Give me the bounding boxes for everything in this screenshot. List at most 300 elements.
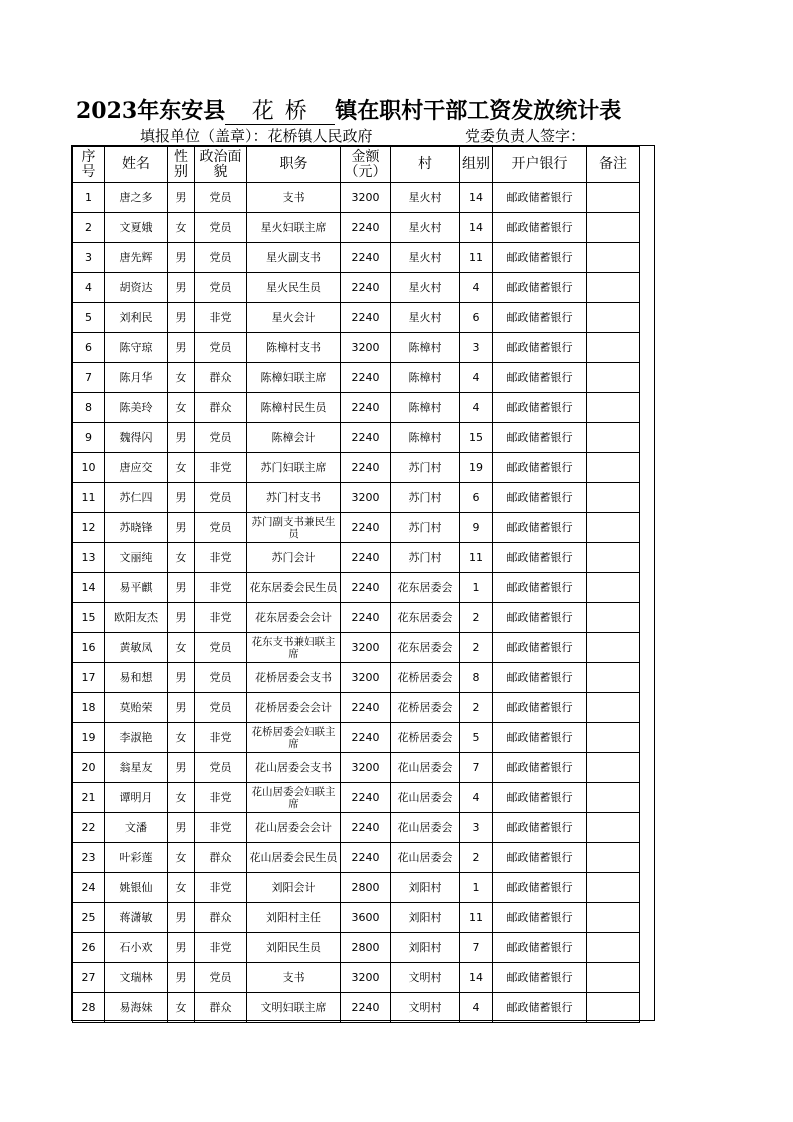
bank-cell: 邮政储蓄银行	[493, 813, 587, 843]
serial-cell: 6	[73, 333, 105, 363]
amount-cell: 2240	[341, 513, 391, 543]
amount-cell: 2240	[341, 693, 391, 723]
remarks-cell	[587, 333, 640, 363]
name-cell: 黄敏凤	[105, 633, 168, 663]
serial-cell: 13	[73, 543, 105, 573]
reporting-unit: 填报单位（盖章）：花桥镇人民政府	[140, 127, 373, 145]
bank-cell: 邮政储蓄银行	[493, 303, 587, 333]
political-status-cell: 非党	[195, 813, 247, 843]
position-cell: 星火副支书	[247, 243, 341, 273]
bank-cell: 邮政储蓄银行	[493, 453, 587, 483]
remarks-cell	[587, 513, 640, 543]
bank-cell: 邮政储蓄银行	[493, 483, 587, 513]
amount-cell: 2800	[341, 873, 391, 903]
col-village-header: 村	[391, 147, 460, 183]
gender-cell: 女	[168, 993, 195, 1023]
name-cell: 文夏娥	[105, 213, 168, 243]
gender-cell: 女	[168, 543, 195, 573]
village-cell: 陈樟村	[391, 393, 460, 423]
serial-cell: 26	[73, 933, 105, 963]
position-cell: 花山居委会妇联主席	[247, 783, 341, 813]
remarks-cell	[587, 393, 640, 423]
name-cell: 刘利民	[105, 303, 168, 333]
name-cell: 陈守琼	[105, 333, 168, 363]
table-row	[73, 333, 640, 363]
name-cell: 陈美玲	[105, 393, 168, 423]
group-cell: 2	[460, 603, 493, 633]
village-cell: 花东居委会	[391, 603, 460, 633]
political-status-cell: 党员	[195, 753, 247, 783]
name-cell: 莫贻荣	[105, 693, 168, 723]
gender-cell: 女	[168, 453, 195, 483]
position-cell: 陈樟会计	[247, 423, 341, 453]
village-cell: 星火村	[391, 213, 460, 243]
bank-cell: 邮政储蓄银行	[493, 183, 587, 213]
remarks-cell	[587, 543, 640, 573]
political-status-cell: 非党	[195, 933, 247, 963]
gender-cell: 男	[168, 333, 195, 363]
position-cell: 苏门村支书	[247, 483, 341, 513]
position-cell: 苏门会计	[247, 543, 341, 573]
group-cell: 5	[460, 723, 493, 753]
serial-cell: 11	[73, 483, 105, 513]
position-cell: 刘阳村主任	[247, 903, 341, 933]
village-cell: 星火村	[391, 273, 460, 303]
table-row	[73, 573, 640, 603]
bank-cell: 邮政储蓄银行	[493, 963, 587, 993]
name-cell: 易平麒	[105, 573, 168, 603]
table-row	[73, 213, 640, 243]
position-cell: 陈樟村民生员	[247, 393, 341, 423]
bank-cell: 邮政储蓄银行	[493, 723, 587, 753]
political-status-cell: 非党	[195, 603, 247, 633]
table-row	[73, 243, 640, 273]
political-status-cell: 党员	[195, 663, 247, 693]
serial-cell: 19	[73, 723, 105, 753]
remarks-cell	[587, 903, 640, 933]
amount-cell: 2800	[341, 933, 391, 963]
amount-cell: 2240	[341, 243, 391, 273]
position-cell: 苏门副支书兼民生员	[247, 513, 341, 543]
amount-cell: 2240	[341, 423, 391, 453]
position-cell: 刘阳民生员	[247, 933, 341, 963]
village-cell: 文明村	[391, 993, 460, 1023]
name-cell: 唐先辉	[105, 243, 168, 273]
amount-cell: 3200	[341, 483, 391, 513]
political-status-cell: 党员	[195, 273, 247, 303]
political-status-cell: 党员	[195, 243, 247, 273]
bank-cell: 邮政储蓄银行	[493, 693, 587, 723]
amount-cell: 2240	[341, 213, 391, 243]
serial-cell: 10	[73, 453, 105, 483]
political-status-cell: 党员	[195, 963, 247, 993]
political-status-cell: 非党	[195, 783, 247, 813]
remarks-cell	[587, 423, 640, 453]
col-amount-header: 金额 （元）	[341, 147, 391, 183]
serial-cell: 17	[73, 663, 105, 693]
gender-cell: 男	[168, 513, 195, 543]
position-cell: 刘阳会计	[247, 873, 341, 903]
village-cell: 星火村	[391, 303, 460, 333]
gender-cell: 女	[168, 363, 195, 393]
group-cell: 3	[460, 333, 493, 363]
remarks-cell	[587, 573, 640, 603]
bank-cell: 邮政储蓄银行	[493, 903, 587, 933]
political-status-cell: 党员	[195, 693, 247, 723]
amount-cell: 2240	[341, 813, 391, 843]
group-cell: 1	[460, 873, 493, 903]
col-remarks-header: 备注	[587, 147, 640, 183]
amount-cell: 3200	[341, 333, 391, 363]
village-cell: 陈樟村	[391, 333, 460, 363]
bank-cell: 邮政储蓄银行	[493, 393, 587, 423]
serial-cell: 5	[73, 303, 105, 333]
name-cell: 魏得闪	[105, 423, 168, 453]
serial-cell: 4	[73, 273, 105, 303]
serial-cell: 27	[73, 963, 105, 993]
table-row	[73, 993, 640, 1023]
political-status-cell: 党员	[195, 423, 247, 453]
gender-cell: 男	[168, 603, 195, 633]
table-row	[73, 873, 640, 903]
remarks-cell	[587, 303, 640, 333]
name-cell: 唐之多	[105, 183, 168, 213]
group-cell: 2	[460, 693, 493, 723]
serial-cell: 25	[73, 903, 105, 933]
position-cell: 花桥居委会会计	[247, 693, 341, 723]
page-title	[76, 96, 676, 126]
bank-cell: 邮政储蓄银行	[493, 573, 587, 603]
table-header-row	[73, 147, 640, 183]
village-cell: 花桥居委会	[391, 723, 460, 753]
amount-cell: 2240	[341, 453, 391, 483]
serial-cell: 8	[73, 393, 105, 423]
table-row	[73, 543, 640, 573]
col-name-header: 姓名	[105, 147, 168, 183]
serial-cell: 7	[73, 363, 105, 393]
party-secretary-signature: 党委负责人签字：	[465, 127, 586, 145]
gender-cell: 女	[168, 633, 195, 663]
table-row	[73, 603, 640, 633]
table-row	[73, 783, 640, 813]
gender-cell: 男	[168, 243, 195, 273]
political-status-cell: 党员	[195, 183, 247, 213]
serial-cell: 9	[73, 423, 105, 453]
village-cell: 花桥居委会	[391, 693, 460, 723]
name-cell: 苏仁四	[105, 483, 168, 513]
table-row	[73, 723, 640, 753]
group-cell: 9	[460, 513, 493, 543]
table-row	[73, 933, 640, 963]
serial-cell: 15	[73, 603, 105, 633]
bank-cell: 邮政储蓄银行	[493, 783, 587, 813]
remarks-cell	[587, 483, 640, 513]
bank-cell: 邮政储蓄银行	[493, 933, 587, 963]
table-row	[73, 513, 640, 543]
serial-cell: 23	[73, 843, 105, 873]
col-gender-header: 性 别	[168, 147, 195, 183]
village-cell: 花山居委会	[391, 843, 460, 873]
serial-cell: 24	[73, 873, 105, 903]
gender-cell: 男	[168, 483, 195, 513]
amount-cell: 3200	[341, 183, 391, 213]
position-cell: 支书	[247, 963, 341, 993]
name-cell: 谭明月	[105, 783, 168, 813]
table-row	[73, 273, 640, 303]
gender-cell: 男	[168, 663, 195, 693]
political-status-cell: 党员	[195, 483, 247, 513]
village-cell: 花东居委会	[391, 573, 460, 603]
group-cell: 11	[460, 903, 493, 933]
village-cell: 刘阳村	[391, 933, 460, 963]
name-cell: 姚银仙	[105, 873, 168, 903]
amount-cell: 3200	[341, 663, 391, 693]
serial-cell: 28	[73, 993, 105, 1023]
table-row	[73, 303, 640, 333]
village-cell: 苏门村	[391, 483, 460, 513]
bank-cell: 邮政储蓄银行	[493, 363, 587, 393]
serial-cell: 1	[73, 183, 105, 213]
group-cell: 4	[460, 993, 493, 1023]
remarks-cell	[587, 963, 640, 993]
position-cell: 文明妇联主席	[247, 993, 341, 1023]
name-cell: 叶彩莲	[105, 843, 168, 873]
table-row	[73, 813, 640, 843]
name-cell: 翁星友	[105, 753, 168, 783]
village-cell: 花山居委会	[391, 753, 460, 783]
amount-cell: 2240	[341, 363, 391, 393]
group-cell: 6	[460, 483, 493, 513]
gender-cell: 女	[168, 723, 195, 753]
serial-cell: 14	[73, 573, 105, 603]
political-status-cell: 党员	[195, 213, 247, 243]
name-cell: 石小欢	[105, 933, 168, 963]
serial-cell: 3	[73, 243, 105, 273]
gender-cell: 男	[168, 693, 195, 723]
political-status-cell: 党员	[195, 513, 247, 543]
political-status-cell: 群众	[195, 363, 247, 393]
amount-cell: 3200	[341, 753, 391, 783]
village-cell: 刘阳村	[391, 903, 460, 933]
bank-cell: 邮政储蓄银行	[493, 333, 587, 363]
gender-cell: 男	[168, 303, 195, 333]
group-cell: 11	[460, 243, 493, 273]
amount-cell: 2240	[341, 723, 391, 753]
name-cell: 文潘	[105, 813, 168, 843]
bank-cell: 邮政储蓄银行	[493, 633, 587, 663]
political-status-cell: 非党	[195, 723, 247, 753]
group-cell: 14	[460, 183, 493, 213]
serial-cell: 21	[73, 783, 105, 813]
serial-cell: 18	[73, 693, 105, 723]
table-row	[73, 903, 640, 933]
table-row	[73, 453, 640, 483]
table-row	[73, 423, 640, 453]
bank-cell: 邮政储蓄银行	[493, 993, 587, 1023]
village-cell: 刘阳村	[391, 873, 460, 903]
title-prefix: 2023年东安县	[76, 98, 226, 124]
political-status-cell: 群众	[195, 393, 247, 423]
remarks-cell	[587, 603, 640, 633]
table-row	[73, 633, 640, 663]
remarks-cell	[587, 213, 640, 243]
amount-cell: 2240	[341, 993, 391, 1023]
village-cell: 花山居委会	[391, 783, 460, 813]
gender-cell: 女	[168, 213, 195, 243]
remarks-cell	[587, 753, 640, 783]
remarks-cell	[587, 813, 640, 843]
gender-cell: 女	[168, 843, 195, 873]
gender-cell: 男	[168, 423, 195, 453]
village-cell: 花桥居委会	[391, 663, 460, 693]
position-cell: 花桥居委会支书	[247, 663, 341, 693]
amount-cell: 3600	[341, 903, 391, 933]
gender-cell: 女	[168, 393, 195, 423]
table-row	[73, 753, 640, 783]
gender-cell: 男	[168, 903, 195, 933]
village-cell: 花东居委会	[391, 633, 460, 663]
town-name-field: 花 桥	[225, 100, 335, 125]
amount-cell: 2240	[341, 603, 391, 633]
political-status-cell: 群众	[195, 993, 247, 1023]
group-cell: 7	[460, 753, 493, 783]
amount-cell: 2240	[341, 273, 391, 303]
position-cell: 花东居委会民生员	[247, 573, 341, 603]
amount-cell: 2240	[341, 303, 391, 333]
bank-cell: 邮政储蓄银行	[493, 273, 587, 303]
name-cell: 易海妹	[105, 993, 168, 1023]
political-status-cell: 党员	[195, 333, 247, 363]
gender-cell: 男	[168, 183, 195, 213]
position-cell: 花东支书兼妇联主席	[247, 633, 341, 663]
political-status-cell: 非党	[195, 453, 247, 483]
gender-cell: 女	[168, 873, 195, 903]
bank-cell: 邮政储蓄银行	[493, 753, 587, 783]
salary-table	[72, 146, 640, 1023]
position-cell: 星火会计	[247, 303, 341, 333]
bank-cell: 邮政储蓄银行	[493, 513, 587, 543]
name-cell: 唐应交	[105, 453, 168, 483]
remarks-cell	[587, 993, 640, 1023]
political-status-cell: 群众	[195, 903, 247, 933]
table-row	[73, 183, 640, 213]
position-cell: 花山居委会会计	[247, 813, 341, 843]
remarks-cell	[587, 843, 640, 873]
group-cell: 6	[460, 303, 493, 333]
name-cell: 蒋潇敏	[105, 903, 168, 933]
political-status-cell: 非党	[195, 303, 247, 333]
position-cell: 星火妇联主席	[247, 213, 341, 243]
gender-cell: 男	[168, 933, 195, 963]
group-cell: 4	[460, 363, 493, 393]
bank-cell: 邮政储蓄银行	[493, 873, 587, 903]
table-row	[73, 363, 640, 393]
position-cell: 支书	[247, 183, 341, 213]
amount-cell: 2240	[341, 393, 391, 423]
col-political-status-header: 政治面 貌	[195, 147, 247, 183]
group-cell: 19	[460, 453, 493, 483]
group-cell: 4	[460, 273, 493, 303]
political-status-cell: 非党	[195, 543, 247, 573]
group-cell: 1	[460, 573, 493, 603]
serial-cell: 2	[73, 213, 105, 243]
col-serial-header: 序 号	[73, 147, 105, 183]
name-cell: 易和想	[105, 663, 168, 693]
bank-cell: 邮政储蓄银行	[493, 243, 587, 273]
group-cell: 14	[460, 213, 493, 243]
remarks-cell	[587, 663, 640, 693]
name-cell: 陈月华	[105, 363, 168, 393]
political-status-cell: 非党	[195, 873, 247, 903]
political-status-cell: 非党	[195, 573, 247, 603]
village-cell: 苏门村	[391, 513, 460, 543]
group-cell: 4	[460, 393, 493, 423]
village-cell: 花山居委会	[391, 813, 460, 843]
remarks-cell	[587, 363, 640, 393]
remarks-cell	[587, 183, 640, 213]
remarks-cell	[587, 693, 640, 723]
group-cell: 3	[460, 813, 493, 843]
name-cell: 李淑艳	[105, 723, 168, 753]
bank-cell: 邮政储蓄银行	[493, 603, 587, 633]
position-cell: 星火民生员	[247, 273, 341, 303]
serial-cell: 16	[73, 633, 105, 663]
bank-cell: 邮政储蓄银行	[493, 843, 587, 873]
remarks-cell	[587, 723, 640, 753]
gender-cell: 女	[168, 783, 195, 813]
group-cell: 2	[460, 633, 493, 663]
bank-cell: 邮政储蓄银行	[493, 663, 587, 693]
remarks-cell	[587, 633, 640, 663]
position-cell: 花桥居委会妇联主席	[247, 723, 341, 753]
amount-cell: 2240	[341, 573, 391, 603]
serial-cell: 12	[73, 513, 105, 543]
col-bank-header: 开户银行	[493, 147, 587, 183]
village-cell: 文明村	[391, 963, 460, 993]
name-cell: 文瑞林	[105, 963, 168, 993]
group-cell: 7	[460, 933, 493, 963]
amount-cell: 3200	[341, 963, 391, 993]
group-cell: 15	[460, 423, 493, 453]
gender-cell: 男	[168, 963, 195, 993]
position-cell: 花东居委会会计	[247, 603, 341, 633]
bank-cell: 邮政储蓄银行	[493, 423, 587, 453]
table-row	[73, 393, 640, 423]
remarks-cell	[587, 933, 640, 963]
position-cell: 陈樟妇联主席	[247, 363, 341, 393]
serial-cell: 20	[73, 753, 105, 783]
remarks-cell	[587, 783, 640, 813]
position-cell: 花山居委会支书	[247, 753, 341, 783]
amount-cell: 2240	[341, 843, 391, 873]
village-cell: 星火村	[391, 243, 460, 273]
amount-cell: 2240	[341, 783, 391, 813]
gender-cell: 男	[168, 573, 195, 603]
position-cell: 陈樟村支书	[247, 333, 341, 363]
amount-cell: 2240	[341, 543, 391, 573]
bank-cell: 邮政储蓄银行	[493, 543, 587, 573]
col-group-header: 组别	[460, 147, 493, 183]
village-cell: 苏门村	[391, 543, 460, 573]
position-cell: 苏门妇联主席	[247, 453, 341, 483]
title-suffix: 镇在职村干部工资发放统计表	[335, 98, 622, 124]
remarks-cell	[587, 243, 640, 273]
serial-cell: 22	[73, 813, 105, 843]
name-cell: 文丽纯	[105, 543, 168, 573]
political-status-cell: 党员	[195, 633, 247, 663]
position-cell: 花山居委会民生员	[247, 843, 341, 873]
table-row	[73, 483, 640, 513]
